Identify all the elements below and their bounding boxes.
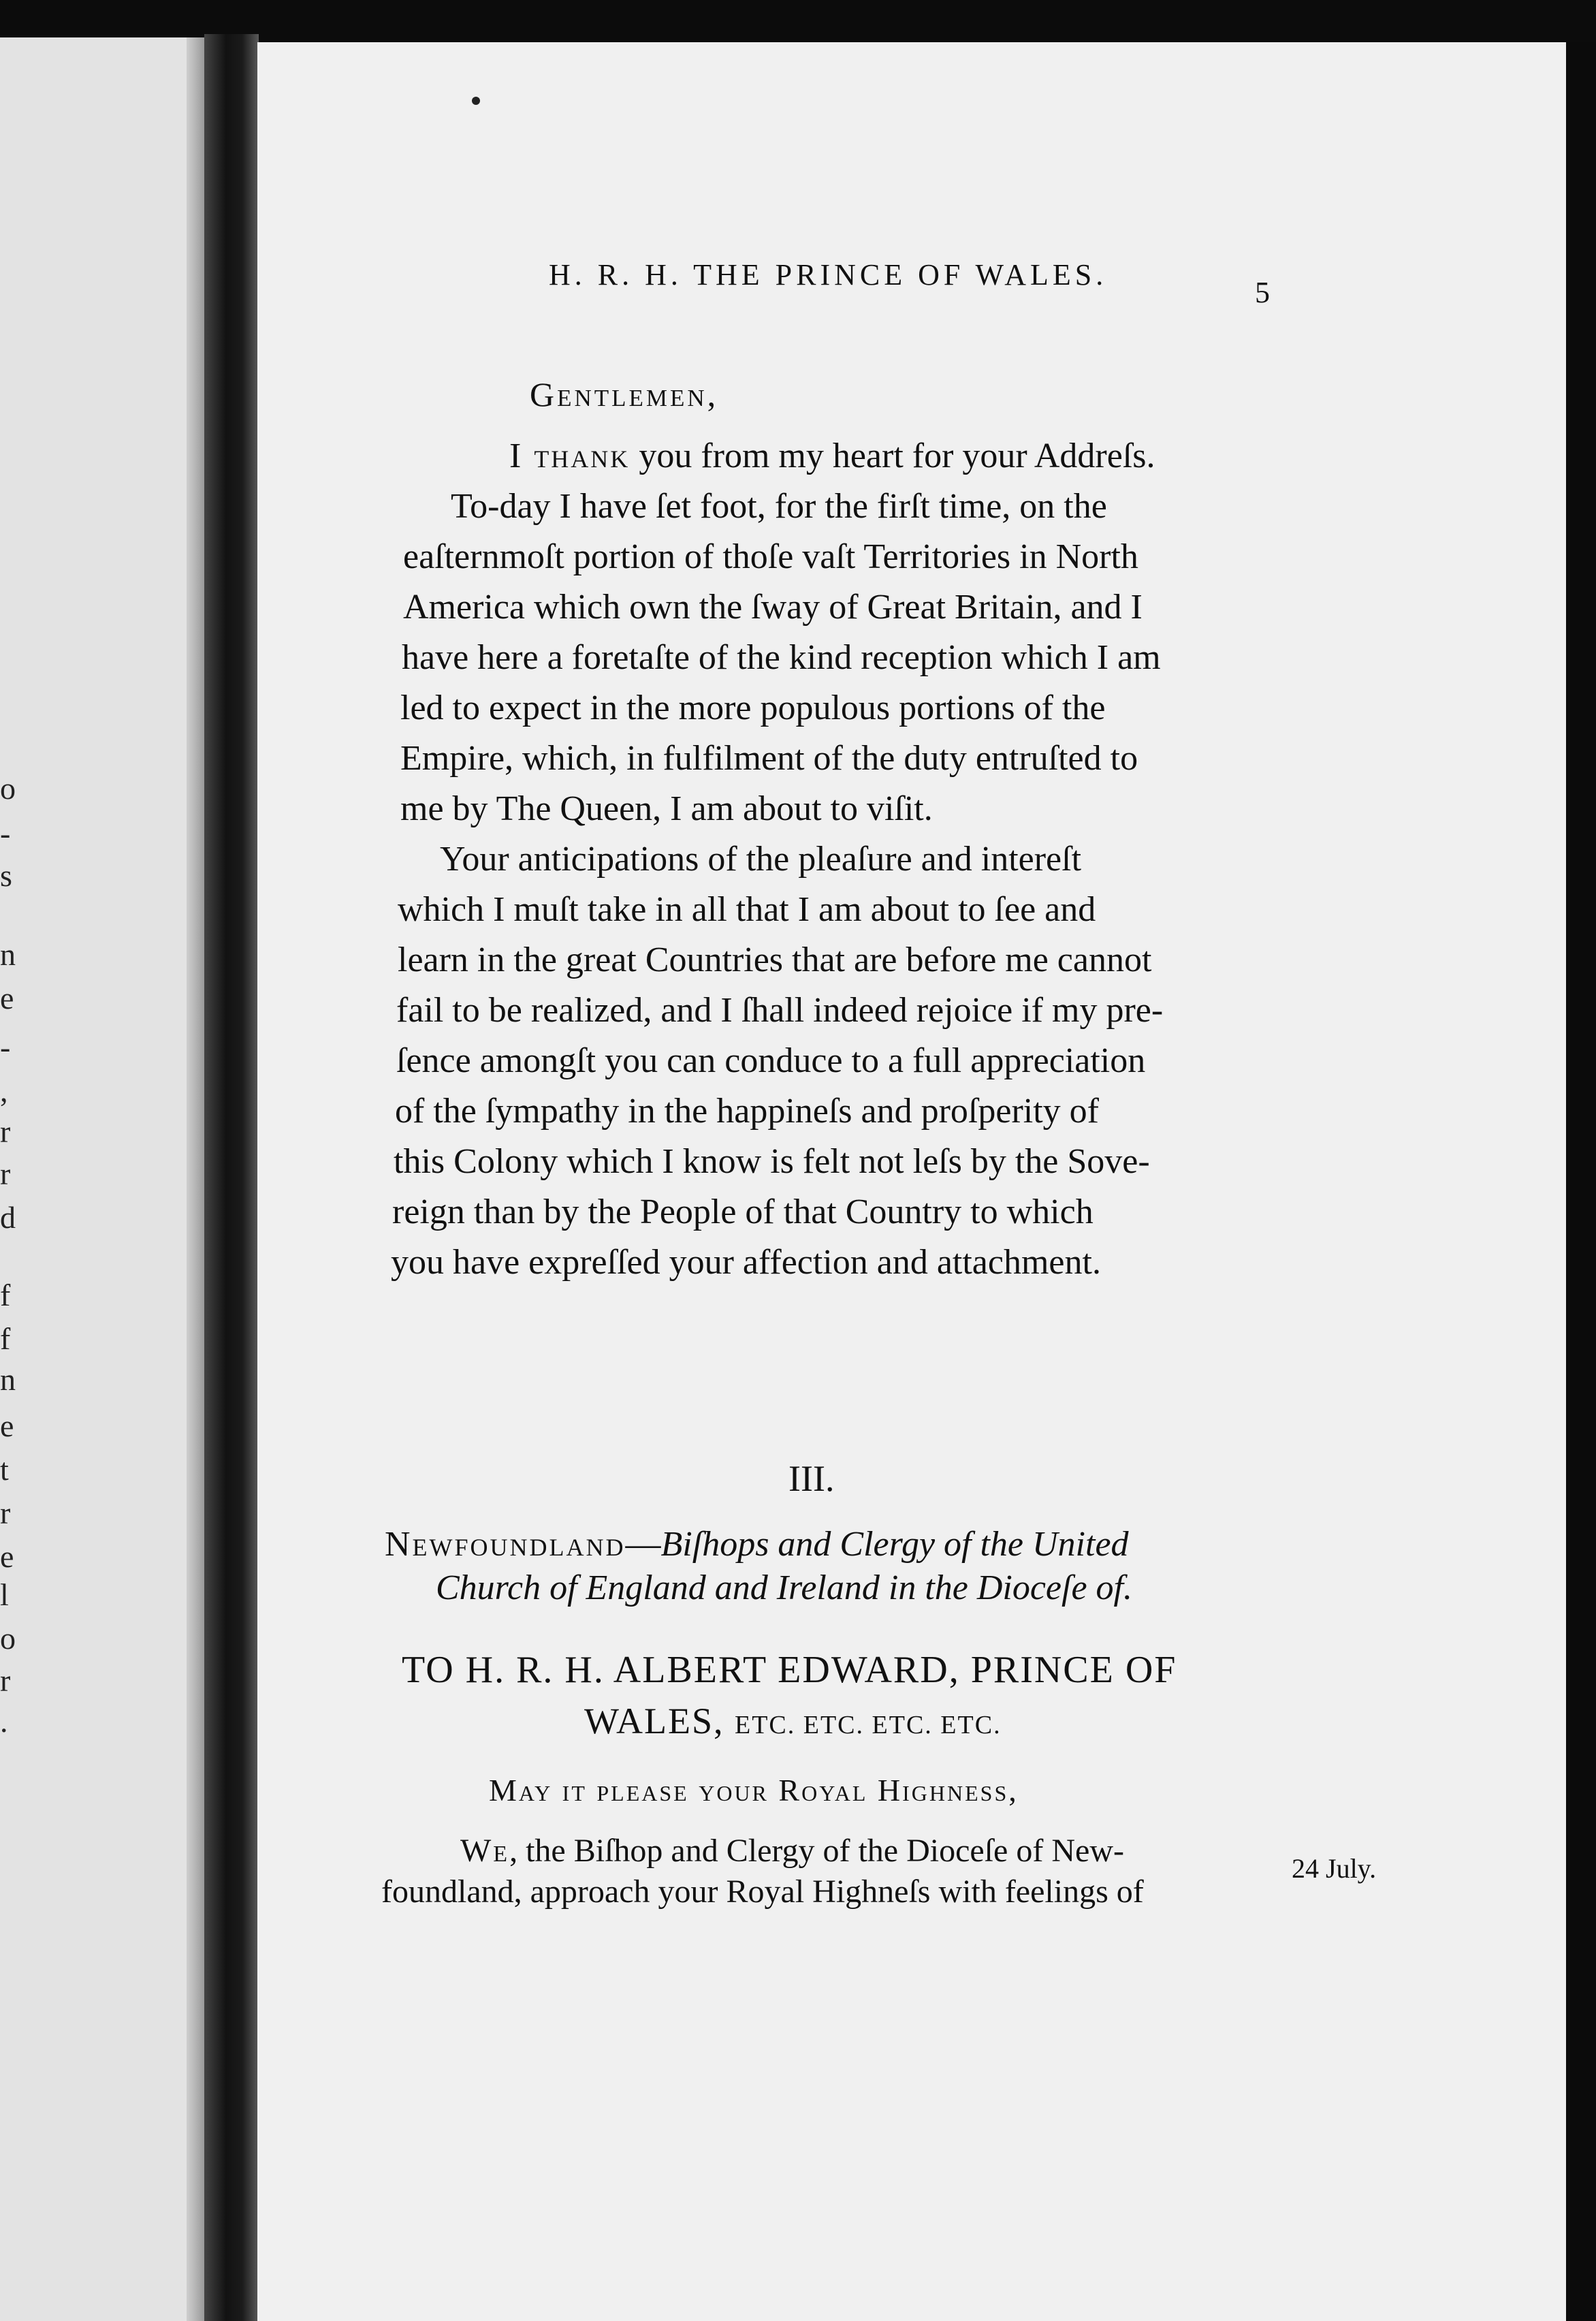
left-page-fragment: e xyxy=(0,1408,14,1443)
reply-lead-small-caps: I thank xyxy=(509,437,631,475)
left-page-fragment: t xyxy=(0,1452,9,1487)
left-page-fragment: f xyxy=(0,1321,11,1356)
left-page xyxy=(0,37,204,2321)
left-page-fragment: - xyxy=(0,1030,11,1064)
section-heading-line-1: Newfoundland—Biſhops and Clergy of the United xyxy=(385,1525,1129,1564)
reply-line: reign than by the People of that Country to which xyxy=(392,1193,1094,1231)
left-page-fragment: s xyxy=(0,858,12,893)
reply-line: led to expect in the more populous portions of the xyxy=(400,689,1106,727)
right-page xyxy=(257,42,1566,2321)
dedication-line-1: TO H. R. H. ALBERT EDWARD, PRINCE OF xyxy=(402,1649,1177,1691)
left-page-fragment: . xyxy=(0,1704,8,1739)
reply-line: eaſternmoſt portion of thoſe vaſt Territories in North xyxy=(403,537,1138,576)
right-border xyxy=(1566,42,1596,2321)
left-page-fragment: e xyxy=(0,1539,14,1574)
salutation: Gentlemen, xyxy=(530,375,719,413)
reply-line: America which own the ſway of Great Britain, and I xyxy=(403,588,1143,627)
address-line: We, the Biſhop and Clergy of the Dioceſe of New- xyxy=(460,1833,1124,1869)
address-salutation: May it please your Royal Highness, xyxy=(489,1773,1019,1807)
left-page-fragment: r xyxy=(0,1496,11,1530)
margin-date: 24 July. xyxy=(1292,1853,1377,1884)
reply-line: To-day I have ſet foot, for the firſt time, on the xyxy=(451,487,1107,526)
section-number: III. xyxy=(788,1458,835,1499)
reply-line: I thank you from my heart for your Addreſs. xyxy=(509,437,1155,475)
reply-line: you have expreſſed your affection and attachment. xyxy=(391,1243,1101,1282)
left-page-fragment: , xyxy=(0,1073,8,1108)
running-head: H. R. H. THE PRINCE OF WALES. xyxy=(549,258,1108,291)
left-page-fragment: o xyxy=(0,771,16,806)
left-page-fragment: l xyxy=(0,1577,9,1612)
dedication-line-2: WALES, ETC. ETC. ETC. ETC. xyxy=(584,1701,1002,1741)
reply-line: Your anticipations of the pleaſure and intereſt xyxy=(440,840,1082,879)
left-page-fragment: - xyxy=(0,816,11,851)
book-gutter xyxy=(204,34,259,2321)
reply-line: learn in the great Countries that are before me cannot xyxy=(398,941,1152,979)
left-page-fragment: n xyxy=(0,1362,16,1397)
left-page-fragment: d xyxy=(0,1200,16,1235)
left-page-fragment: o xyxy=(0,1621,16,1656)
reply-line: of the ſympathy in the happineſs and proſperity of xyxy=(395,1092,1099,1131)
address-line: foundland, approach your Royal Highneſs with feelings of xyxy=(381,1874,1144,1910)
reply-line: me by The Queen, I am about to viſit. xyxy=(400,789,933,828)
reply-line: ſence amongſt you can conduce to a full appreciation xyxy=(396,1041,1146,1080)
reply-line: Empire, which, in fulfilment of the duty entruſted to xyxy=(400,739,1138,778)
left-page-fragment: f xyxy=(0,1278,11,1312)
reply-line: fail to be realized, and I ſhall indeed rejoice if my pre- xyxy=(396,991,1164,1030)
left-page-fragment: n xyxy=(0,937,16,972)
reply-line: have here a foretaſte of the kind reception which I am xyxy=(402,638,1161,677)
left-page-edge xyxy=(187,37,204,2321)
left-page-fragment: e xyxy=(0,981,14,1015)
ink-speck xyxy=(472,97,480,105)
reply-line: this Colony which I know is felt not leſs by the Sove- xyxy=(394,1142,1150,1181)
reply-line: which I muſt take in all that I am about to ſee and xyxy=(398,890,1096,929)
section-heading-line-2: Church of England and Ireland in the Dioceſe of. xyxy=(436,1568,1132,1607)
page-number: 5 xyxy=(1255,276,1270,309)
left-page-fragment: r xyxy=(0,1114,11,1149)
left-page-fragment: r xyxy=(0,1663,11,1698)
left-page-fragment: r xyxy=(0,1156,11,1191)
